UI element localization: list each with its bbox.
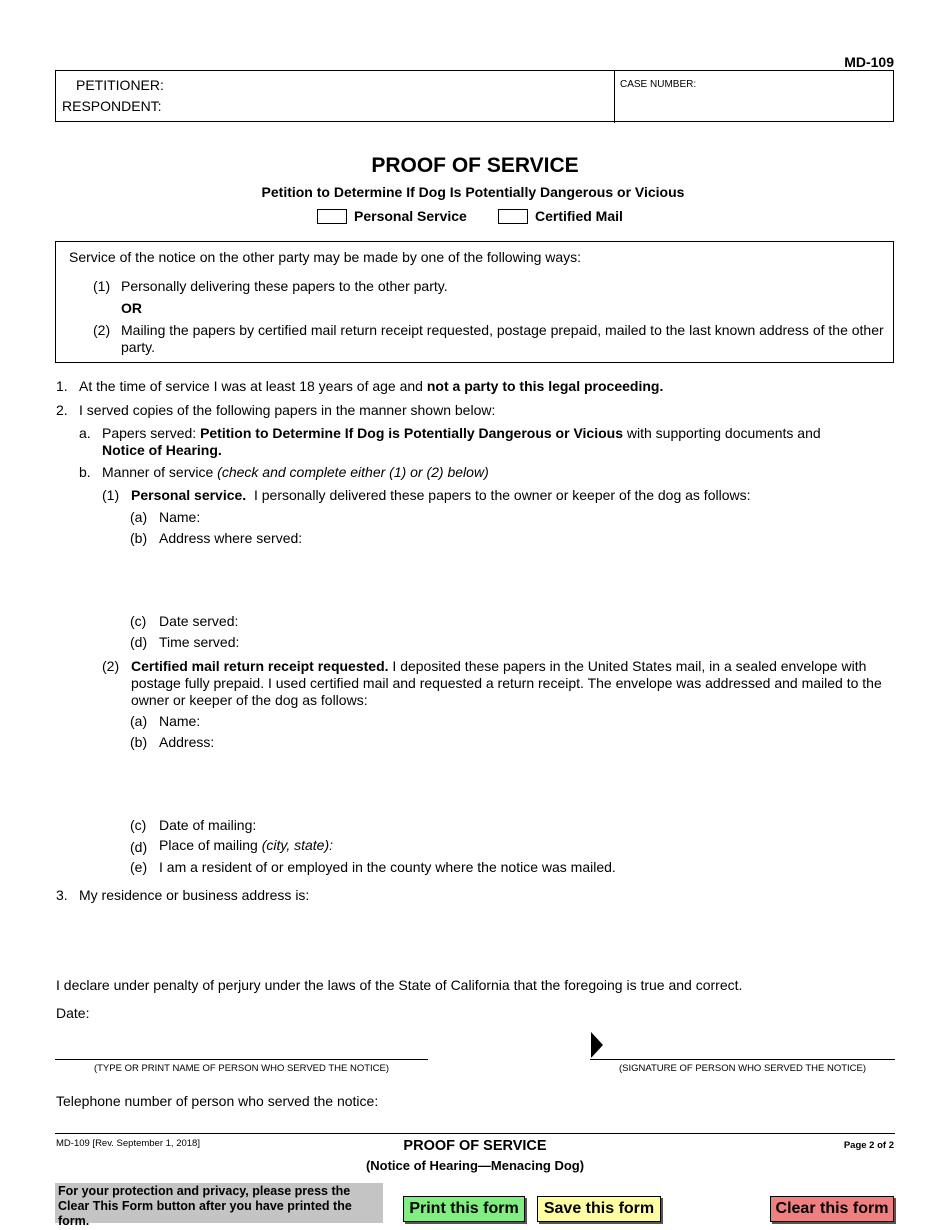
telephone-label: Telephone number of person who served the notice:	[56, 1093, 379, 1109]
case-number-field[interactable]	[620, 93, 888, 117]
personal-d-num: (d)	[130, 634, 148, 650]
certified-b-num: (b)	[130, 734, 148, 750]
item1-num: 1.	[56, 378, 68, 394]
notice-item2: Mailing the papers by certified mail return receipt requested, postage prepaid, mailed to the last known address of the other party.	[121, 322, 884, 355]
print-form-button[interactable]: Print this form	[403, 1196, 525, 1222]
personal-a-num: (a)	[130, 509, 148, 525]
certified-mail-label: Certified Mail	[535, 208, 623, 224]
personal-service-label: Personal Service	[354, 208, 467, 224]
personal-c-num: (c)	[130, 613, 147, 629]
certified-a-num: (a)	[130, 713, 148, 729]
certified-name-field[interactable]	[205, 710, 885, 730]
page-subtitle: Petition to Determine If Dog Is Potentially Dangerous or Vicious	[261, 184, 685, 200]
declaration-text: I declare under penalty of perjury under the laws of the State of California that the foregoing is true and correct.	[56, 977, 743, 993]
item2b-num: b.	[79, 464, 91, 480]
personal-service-checkbox[interactable]	[317, 209, 347, 229]
item2a-num: a.	[79, 425, 91, 441]
respondent-field[interactable]	[166, 97, 606, 117]
declaration-date-field[interactable]	[95, 1002, 395, 1022]
privacy-note: For your protection and privacy, please press the Clear This Form button after you have printed the form.	[55, 1183, 383, 1223]
personal-address-field[interactable]	[159, 548, 885, 606]
item2-text: I served copies of the following papers in the manner shown below:	[79, 402, 496, 418]
item1-text: At the time of service I was at least 18 years of age and not a party to this legal proceeding.	[79, 378, 664, 394]
name-caption: (TYPE OR PRINT NAME OF PERSON WHO SERVED THE NOTICE)	[93, 1063, 390, 1074]
server-name-field[interactable]	[55, 1036, 428, 1058]
item2a-text: Papers served: Petition to Determine If Dog is Potentially Dangerous or Vicious with supporting documents and Notice of Hearing.	[102, 425, 821, 458]
mailing-place-field[interactable]	[340, 834, 740, 854]
save-form-button[interactable]: Save this form	[537, 1196, 661, 1222]
item2-num: 2.	[56, 402, 68, 418]
personal-num: (1)	[102, 487, 120, 503]
server-address-field[interactable]	[79, 906, 885, 964]
item3-num: 3.	[56, 887, 68, 903]
certified-mail-checkbox[interactable]	[498, 209, 528, 229]
footer-title: PROOF OF SERVICE	[403, 1138, 547, 1154]
notice-or: OR	[121, 300, 142, 316]
footer-subtitle: (Notice of Hearing—Menacing Dog)	[365, 1158, 585, 1173]
clear-form-button[interactable]: Clear this form	[770, 1196, 894, 1222]
page-title: PROOF OF SERVICE	[371, 154, 579, 177]
personal-name-field[interactable]	[205, 506, 885, 526]
signature-caption: (SIGNATURE OF PERSON WHO SERVED THE NOTICE)	[618, 1063, 867, 1074]
mailing-date-label: Date of mailing:	[159, 817, 257, 833]
certified-text: Certified mail return receipt requested. I deposited these papers in the United States mail, in a sealed envelope with postage fully prepaid. I used certified mail and requested a return receipt. The envelope was addressed and mailed to the owner or keeper of the dog as follows:	[131, 658, 882, 708]
notice-box	[55, 241, 894, 363]
certified-e-num: (e)	[130, 859, 148, 875]
footer-divider	[55, 1133, 895, 1134]
personal-text: Personal service. I personally delivered these papers to the owner or keeper of the dog as follows:	[131, 487, 751, 503]
certified-num: (2)	[102, 658, 120, 674]
date-label: Date:	[56, 1005, 90, 1021]
personal-name-label: Name:	[159, 509, 201, 525]
name-line	[55, 1059, 428, 1060]
notice-intro: Service of the notice on the other party may be made by one of the following ways:	[69, 249, 582, 265]
telephone-field[interactable]	[385, 1090, 885, 1110]
notice-item1: Personally delivering these papers to the other party.	[121, 278, 448, 294]
certified-d-num: (d)	[130, 839, 148, 855]
petitioner-label: PETITIONER:	[76, 77, 164, 93]
signature-arrow-icon	[591, 1032, 603, 1058]
notice-item2-num: (2)	[93, 322, 111, 338]
personal-address-label: Address where served:	[159, 530, 303, 546]
item2b-text: Manner of service (check and complete either (1) or (2) below)	[102, 464, 489, 480]
personal-b-num: (b)	[130, 530, 148, 546]
certified-address-label: Address:	[159, 734, 215, 750]
respondent-label: RESPONDENT:	[62, 98, 162, 114]
mailing-place-label: Place of mailing (city, state):	[159, 837, 334, 853]
case-number-label: CASE NUMBER:	[620, 79, 697, 90]
petitioner-field[interactable]	[166, 75, 606, 95]
mailing-date-field[interactable]	[262, 814, 662, 834]
notice-item1-num: (1)	[93, 278, 111, 294]
county-resident-text: I am a resident of or employed in the county where the notice was mailed.	[159, 859, 616, 875]
signature-line	[590, 1059, 895, 1060]
certified-address-field[interactable]	[159, 752, 885, 810]
revision-date: MD-109 [Rev. September 1, 2018]	[56, 1138, 200, 1149]
personal-date-field[interactable]	[245, 610, 645, 630]
certified-name-label: Name:	[159, 713, 201, 729]
caption-box	[55, 70, 894, 122]
personal-time-label: Time served:	[159, 634, 240, 650]
personal-time-field[interactable]	[245, 631, 645, 651]
page-number: Page 2 of 2	[843, 1140, 894, 1151]
certified-c-num: (c)	[130, 817, 147, 833]
personal-date-label: Date served:	[159, 613, 239, 629]
form-number: MD-109	[844, 54, 894, 70]
item3-text: My residence or business address is:	[79, 887, 310, 903]
